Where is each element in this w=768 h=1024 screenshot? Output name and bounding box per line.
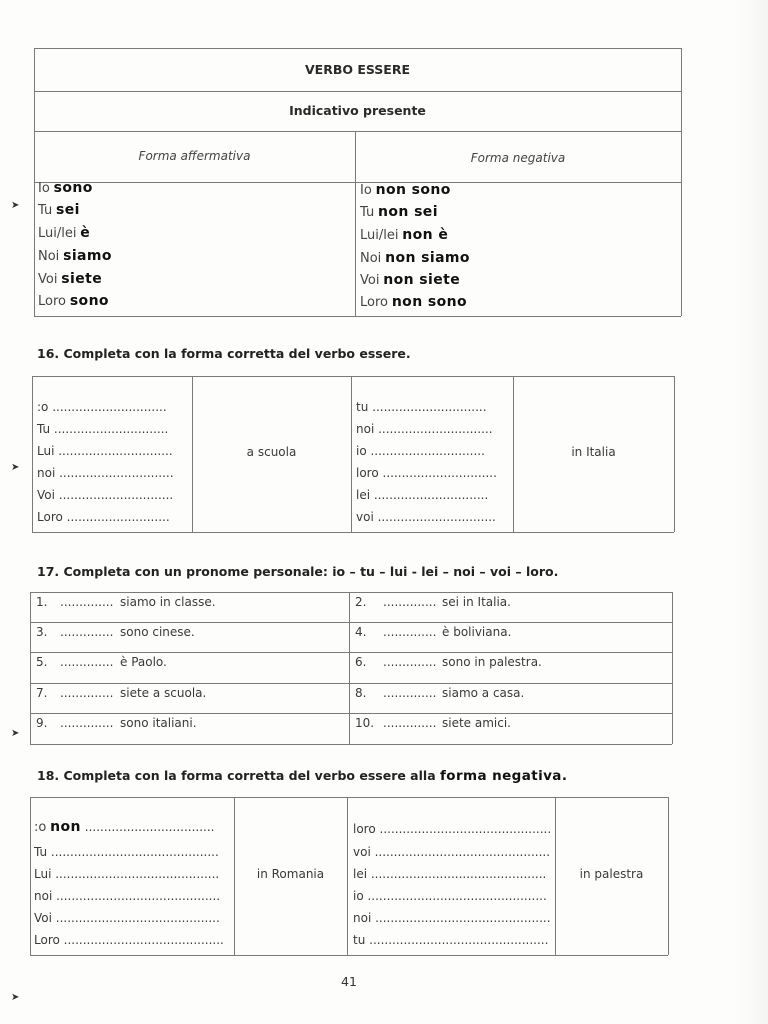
answer-blank[interactable]: Loro .......................................... — [34, 933, 224, 947]
sentence-text: sei in Italia. — [442, 595, 511, 609]
exercise-18-phrase-left: in Romania — [256, 867, 325, 881]
answer-blank[interactable]: io ............................................... — [353, 889, 547, 903]
conjugation-row-negative — [360, 183, 451, 198]
verb-form: non sei — [378, 204, 438, 220]
verb-form: non siete — [383, 272, 461, 288]
pronoun: Tu — [38, 203, 53, 218]
table-subtitle: Indicativo presente — [289, 103, 426, 118]
verb-form: è — [80, 225, 91, 241]
sentence-text: è Paolo. — [120, 655, 167, 669]
answer-blank[interactable]: Voi ........................................... — [34, 911, 220, 925]
pronoun: Loro — [360, 295, 388, 310]
answer-blank[interactable]: .................................. — [84, 820, 215, 834]
answer-blank[interactable]: .............. — [383, 655, 437, 669]
margin-mark: ➤ — [11, 992, 20, 1003]
item-number: 3. — [36, 625, 48, 639]
pronoun: Io — [38, 181, 50, 196]
item-number: 9. — [36, 716, 48, 730]
answer-blank[interactable]: .............. — [60, 655, 114, 669]
answer-blank[interactable]: tu .............................. — [356, 400, 487, 414]
exercise-18-first-left-item — [34, 820, 214, 835]
conjugation-row-negative — [360, 251, 470, 266]
pronoun: Noi — [360, 251, 382, 266]
pronoun: Lui/lei — [360, 228, 399, 243]
pronoun: Voi — [360, 273, 380, 288]
margin-mark: ➤ — [11, 462, 20, 473]
exercise-18-title — [37, 768, 567, 784]
conjugation-row-negative — [360, 295, 467, 310]
answer-blank[interactable]: Lui .............................. — [37, 444, 173, 458]
verb-form: siete — [61, 271, 103, 287]
margin-mark: ➤ — [11, 728, 20, 739]
exercise-18-title-prefix: 18. Completa con la forma corretta del verbo essere alla — [37, 768, 436, 783]
conjugation-row-affirmative — [38, 181, 93, 196]
conjugation-row-affirmative — [38, 249, 112, 264]
answer-blank[interactable]: noi .............................. — [37, 466, 174, 480]
margin-mark: ➤ — [11, 200, 20, 211]
item-number: 4. — [355, 625, 367, 639]
conjugation-row-affirmative — [38, 294, 109, 309]
sentence-text: siamo a casa. — [442, 686, 525, 700]
sentence-text: siamo in classe. — [120, 595, 216, 609]
verb-form: non siamo — [385, 250, 470, 266]
pronoun: Lui/lei — [38, 226, 77, 241]
answer-blank[interactable]: tu ............................................... — [353, 933, 549, 947]
pronoun: Loro — [38, 294, 66, 309]
page-number: 41 — [341, 974, 357, 989]
answer-blank[interactable]: loro ............................................. — [353, 822, 552, 836]
verb-form: sono — [53, 180, 93, 196]
answer-blank[interactable]: voi ............................... — [356, 510, 496, 524]
column-header-affirmative: Forma affermativa — [138, 149, 251, 163]
exercise-18-title-emphasis: forma negativa. — [440, 768, 568, 784]
pronoun: Tu — [360, 205, 375, 220]
answer-blank[interactable]: :o .............................. — [37, 400, 167, 414]
answer-blank[interactable]: .............. — [60, 595, 114, 609]
answer-blank[interactable]: .............. — [383, 716, 437, 730]
pronoun: Noi — [38, 249, 60, 264]
answer-blank[interactable]: .............. — [60, 716, 114, 730]
answer-blank[interactable]: .............. — [383, 625, 437, 639]
answer-blank[interactable]: Tu .............................. — [37, 422, 169, 436]
answer-blank[interactable]: io .............................. — [356, 444, 485, 458]
sentence-text: è boliviana. — [442, 625, 512, 639]
answer-blank[interactable]: .............. — [383, 686, 437, 700]
answer-blank[interactable]: loro .............................. — [356, 466, 497, 480]
answer-blank[interactable]: Lui ........................................... — [34, 867, 220, 881]
pronoun: Voi — [38, 272, 58, 287]
item-number: 1. — [36, 595, 48, 609]
conjugation-row-negative — [360, 228, 448, 243]
conjugation-row-negative — [360, 273, 460, 288]
verb-form: siamo — [63, 248, 112, 264]
verb-form: non è — [402, 227, 449, 243]
answer-blank[interactable]: noi .............................. — [356, 422, 493, 436]
answer-blank[interactable]: .............. — [60, 625, 114, 639]
sentence-text: siete a scuola. — [120, 686, 207, 700]
exercise-18-first-pronoun: :o — [34, 820, 47, 835]
table-title: VERBO ESSERE — [304, 62, 411, 77]
answer-blank[interactable]: noi ........................................... — [34, 889, 221, 903]
exercise-18-first-verb: non — [50, 819, 81, 835]
item-number: 10. — [355, 716, 375, 730]
item-number: 5. — [36, 655, 48, 669]
exercise-17-title: 17. Completa con un pronome personale: io – tu – lui - lei – noi – voi – loro. — [37, 564, 559, 579]
verb-form: sei — [56, 202, 80, 218]
verb-form: non sono — [375, 182, 451, 198]
sentence-text: sono italiani. — [120, 716, 197, 730]
column-header-negative: Forma negativa — [470, 151, 566, 165]
answer-blank[interactable]: lei .............................. — [356, 488, 489, 502]
answer-blank[interactable]: Loro ........................... — [37, 510, 170, 524]
answer-blank[interactable]: voi .............................................. — [353, 845, 551, 859]
answer-blank[interactable]: Voi .............................. — [37, 488, 174, 502]
conjugation-row-negative — [360, 205, 438, 220]
conjugation-row-affirmative — [38, 226, 90, 241]
item-number: 2. — [355, 595, 367, 609]
exercise-16-phrase-right: in Italia — [571, 445, 616, 459]
conjugation-row-affirmative — [38, 203, 80, 218]
conjugation-row-affirmative — [38, 272, 102, 287]
sentence-text: siete amici. — [442, 716, 511, 730]
sentence-text: sono cinese. — [120, 625, 195, 639]
scan-edge-shadow — [732, 0, 768, 1024]
answer-blank[interactable]: noi .............................................. — [353, 911, 551, 925]
verb-form: non sono — [391, 294, 467, 310]
item-number: 6. — [355, 655, 367, 669]
answer-blank[interactable]: .............. — [383, 595, 437, 609]
exercise-18-phrase-right: in palestra — [579, 867, 644, 881]
exercise-16-phrase-left: a scuola — [246, 445, 297, 459]
item-number: 7. — [36, 686, 48, 700]
sentence-text: sono in palestra. — [442, 655, 542, 669]
pronoun: Io — [360, 183, 372, 198]
verb-form: sono — [69, 293, 109, 309]
item-number: 8. — [355, 686, 367, 700]
answer-blank[interactable]: .............. — [60, 686, 114, 700]
exercise-16-title: 16. Completa con la forma corretta del verbo essere. — [37, 346, 411, 361]
answer-blank[interactable]: Tu ............................................ — [34, 845, 219, 859]
answer-blank[interactable]: lei .............................................. — [353, 867, 547, 881]
